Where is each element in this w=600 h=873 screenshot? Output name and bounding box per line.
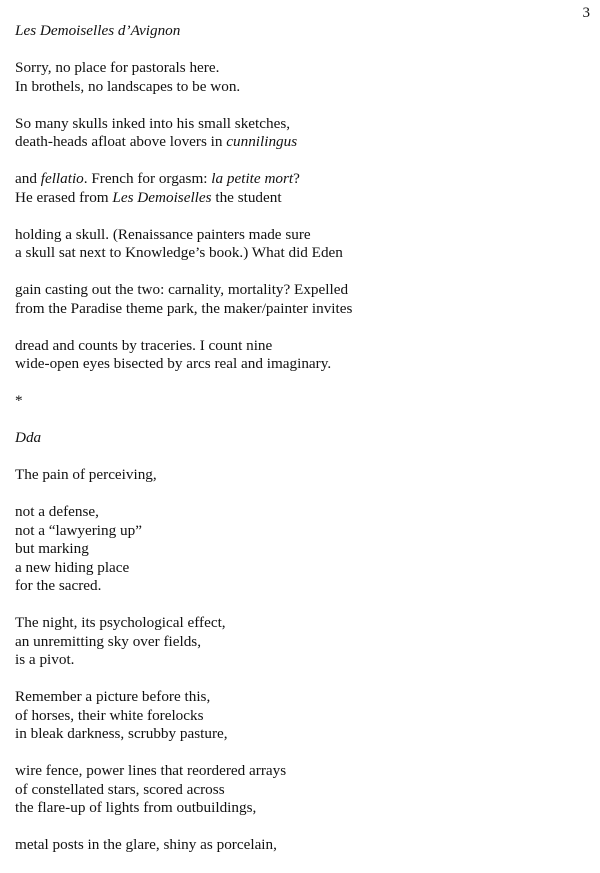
stanza	[15, 762, 585, 818]
poem-line: not a defense,	[15, 503, 99, 520]
poem-line: not a “lawyering up”	[15, 521, 142, 539]
poem-line: but marking	[15, 540, 89, 557]
stanza	[15, 614, 585, 670]
poem-line: from the Paradise theme park, the maker/painter invites	[15, 299, 353, 317]
stanza	[15, 688, 585, 744]
poem-line: and fellatio. French for orgasm: la petite mort?	[15, 170, 300, 187]
poem-line: of constellated stars, scored across	[15, 780, 225, 798]
poem-line: gain casting out the two: carnality, mortality? Expelled	[15, 281, 349, 298]
stanza	[15, 115, 585, 152]
poem-line: for the sacred.	[15, 577, 102, 594]
stanza	[15, 170, 585, 207]
poem-line: wide-open eyes bisected by arcs real and imaginary.	[15, 355, 332, 372]
poem-line: Sorry, no place for pastorals here.	[15, 59, 220, 76]
stanza	[15, 836, 585, 855]
poem-line: holding a skull. (Renaissance painters made sure	[15, 225, 311, 243]
page-number: 3	[582, 5, 590, 21]
poem-line: of horses, their white forelocks	[15, 706, 204, 724]
stanza	[15, 466, 585, 485]
italic-text: cunnilingus	[226, 133, 298, 150]
stanza	[15, 503, 585, 596]
poem2-stanzas	[15, 466, 585, 873]
poem-line: The night, its psychological effect,	[15, 614, 226, 631]
poem-line: in bleak darkness, scrubby pasture,	[15, 725, 228, 742]
italic-text: la petite mort	[211, 170, 294, 187]
poem-line: the flare-up of lights from outbuildings,	[15, 799, 257, 816]
document-body	[15, 22, 585, 873]
poem-line: is a pivot.	[15, 651, 75, 668]
section-separator: *	[15, 392, 23, 409]
italic-text: Les Demoiselles	[112, 188, 212, 206]
stanza	[15, 281, 585, 318]
poem-title: Dda	[15, 429, 42, 446]
poem-line: He erased from Les Demoiselles the student	[15, 188, 282, 206]
italic-text: fellatio	[40, 170, 84, 187]
stanza	[15, 337, 585, 374]
poem-line: a new hiding place	[15, 558, 130, 576]
stanza	[15, 226, 585, 263]
poem-line: metal posts in the glare, shiny as porcelain,	[15, 836, 277, 853]
poem-line: Remember a picture before this,	[15, 688, 211, 705]
poem-line: The pain of perceiving,	[15, 466, 157, 483]
poem-line: So many skulls inked into his small sketches,	[15, 114, 291, 132]
poem-line: In brothels, no landscapes to be won.	[15, 77, 241, 95]
poem-line: an unremitting sky over fields,	[15, 632, 202, 650]
poem-line: death-heads afloat above lovers in cunnilingus	[15, 133, 298, 150]
poem-line: dread and counts by traceries. I count nine	[15, 336, 273, 354]
poem-title: Les Demoiselles d’Avignon	[15, 22, 181, 39]
stanza	[15, 59, 585, 96]
poem-line: a skull sat next to Knowledge’s book.) What did Eden	[15, 244, 343, 261]
poem1-stanzas	[15, 59, 585, 392]
poem-line: wire fence, power lines that reordered arrays	[15, 762, 287, 779]
